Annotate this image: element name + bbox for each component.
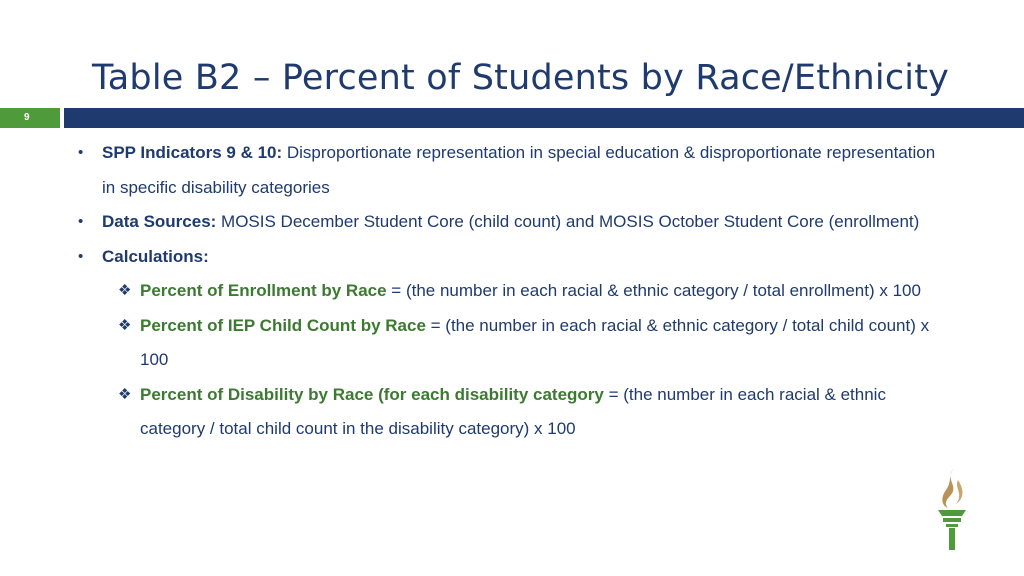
four-diamond-icon: ❖ [118,385,132,403]
bullet-label: SPP Indicators 9 & 10: [102,143,283,162]
calc-iep-child-count [78,309,938,378]
bullet-label: Calculations: [102,246,209,266]
bullet-text: Disproportionate representation in special education & disproportionate representation in specific disability categories [102,143,936,197]
slide-content [78,136,938,447]
bullet-dot-icon: • [78,144,84,161]
calc-label: Percent of Enrollment by Race [140,281,387,300]
bullet-dot-icon: • [78,247,84,265]
bullet-spp-indicators [78,136,938,205]
calc-label: Percent of Disability by Race (for each disability category [140,384,604,404]
calc-text: = (the number in each racial & ethnic category / total child count in the disability category) x 100 [140,384,886,438]
torch-logo-icon [934,466,970,552]
calc-text: = (the number in each racial & ethnic category / total child count) x 100 [140,315,930,369]
four-diamond-icon: ❖ [118,316,132,334]
bullet-data-sources [78,205,938,240]
bullet-dot-icon: • [78,213,84,230]
four-diamond-icon: ❖ [118,282,132,299]
bullet-calculations [78,240,938,275]
bullet-text: MOSIS December Student Core (child count) and MOSIS October Student Core (enrollment) [216,212,920,231]
calc-text: = (the number in each racial & ethnic category / total enrollment) x 100 [386,281,921,300]
bullet-label: Data Sources: [102,212,217,231]
calc-disability [78,378,938,447]
slide-title: Table B2 – Percent of Students by Race/Ethnicity [92,58,950,98]
calc-enrollment [78,274,938,309]
slide-number: 9 [24,112,30,123]
title-underline-bar [64,108,1024,128]
calc-label: Percent of IEP Child Count by Race [140,315,426,335]
